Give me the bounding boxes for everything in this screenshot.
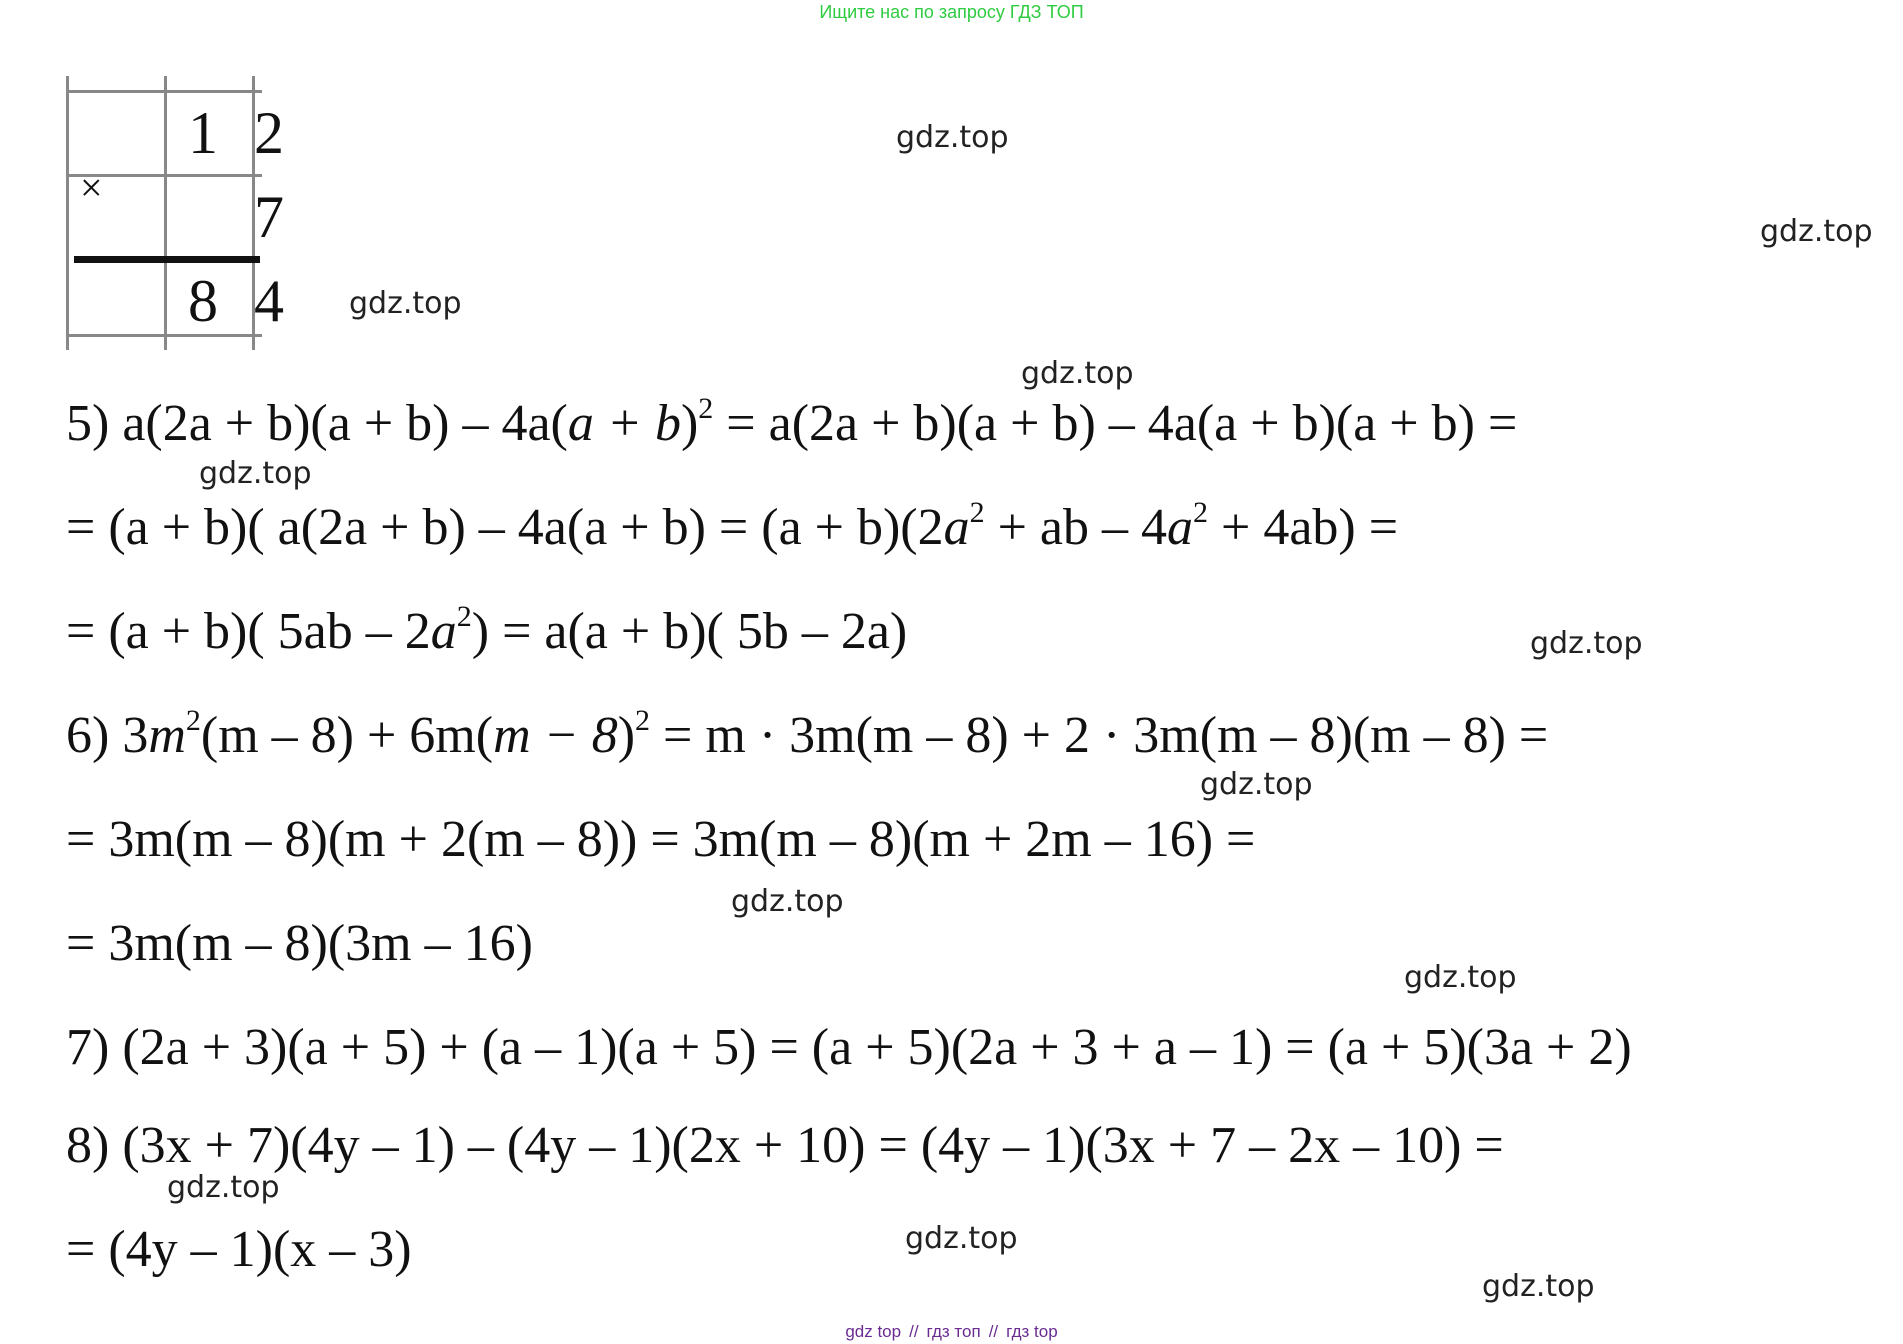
watermark: gdz.top (1760, 214, 1873, 249)
watermark: gdz.top (896, 120, 1009, 155)
equation-line-8: 8) (3x + 7)(4y – 1) – (4y – 1)(2x + 10) = (4y – 1)(3x + 7 – 2x – 10) = (66, 1117, 1504, 1174)
equation-line-5: 5) $a(2a + b)(a + b) - 4a(a + b)^2 = a(2a + b)(a + b) - 4a(a + b)(a + b)$ = (66, 392, 1518, 452)
equation-line-5-result: = (a + b)( $5ab - 2a^2) = a(a + b)$( 5b – 2a) (66, 600, 908, 660)
equation-line-6: 6) $3m^2(m - 8) + 6m(m - 8)^2 = m \cdot 3m(m - 8) + 2 \cdot 3m(m - 8)(m - 8)$ = (66, 704, 1549, 764)
footer-links (0, 1322, 1903, 1342)
result-line (74, 256, 260, 263)
watermark: gdz.top (731, 884, 844, 919)
watermark: gdz.top (1200, 767, 1313, 802)
equation-line-6-step2: = 3m(m – 8)(m + 2(m – 8)) = 3m(m – 8)(m + 2m – 16) = (66, 811, 1256, 868)
watermark: gdz.top (1404, 960, 1517, 995)
digit: 8 (188, 268, 218, 334)
equation-line-6-result: = 3m(m – 8)(3m – 16) (66, 915, 533, 972)
digit: 7 (254, 184, 284, 250)
digit: 1 (188, 100, 218, 166)
equation-line-5-step2: = (a + b)( $a(2a + b) - 4a(a + b) = (a + b)(2a^2$ + ab – $4a^2 + 4ab$) = (66, 496, 1399, 556)
top-banner: Ищите нас по запросу ГДЗ ТОП (819, 2, 1084, 22)
digit: 4 (254, 268, 284, 334)
footer-separator: // (909, 1322, 919, 1341)
equation-line-7: 7) (2a + 3)(a + 5) + (a – 1)(a + 5) = (a + 5)(2a + 3 + a – 1) = (a + 5)(3a + 2) (66, 1019, 1632, 1076)
watermark: gdz.top (1482, 1269, 1595, 1304)
footer-link[interactable]: гдз топ (926, 1322, 981, 1341)
multiplication-grid (66, 76, 284, 350)
watermark: gdz.top (349, 286, 462, 321)
watermark: gdz.top (167, 1170, 280, 1205)
footer-separator: // (988, 1322, 999, 1341)
digit: 2 (254, 100, 284, 166)
footer-link[interactable]: gdz top (845, 1322, 902, 1341)
watermark: gdz.top (1021, 356, 1134, 391)
multiply-sign: × (80, 165, 103, 210)
watermark: gdz.top (199, 456, 312, 491)
equation-line-8-result: = (4y – 1)(x – 3) (66, 1221, 412, 1278)
watermark: gdz.top (1530, 626, 1643, 661)
watermark: gdz.top (905, 1221, 1018, 1256)
footer-link[interactable]: гдз top (1006, 1322, 1058, 1341)
